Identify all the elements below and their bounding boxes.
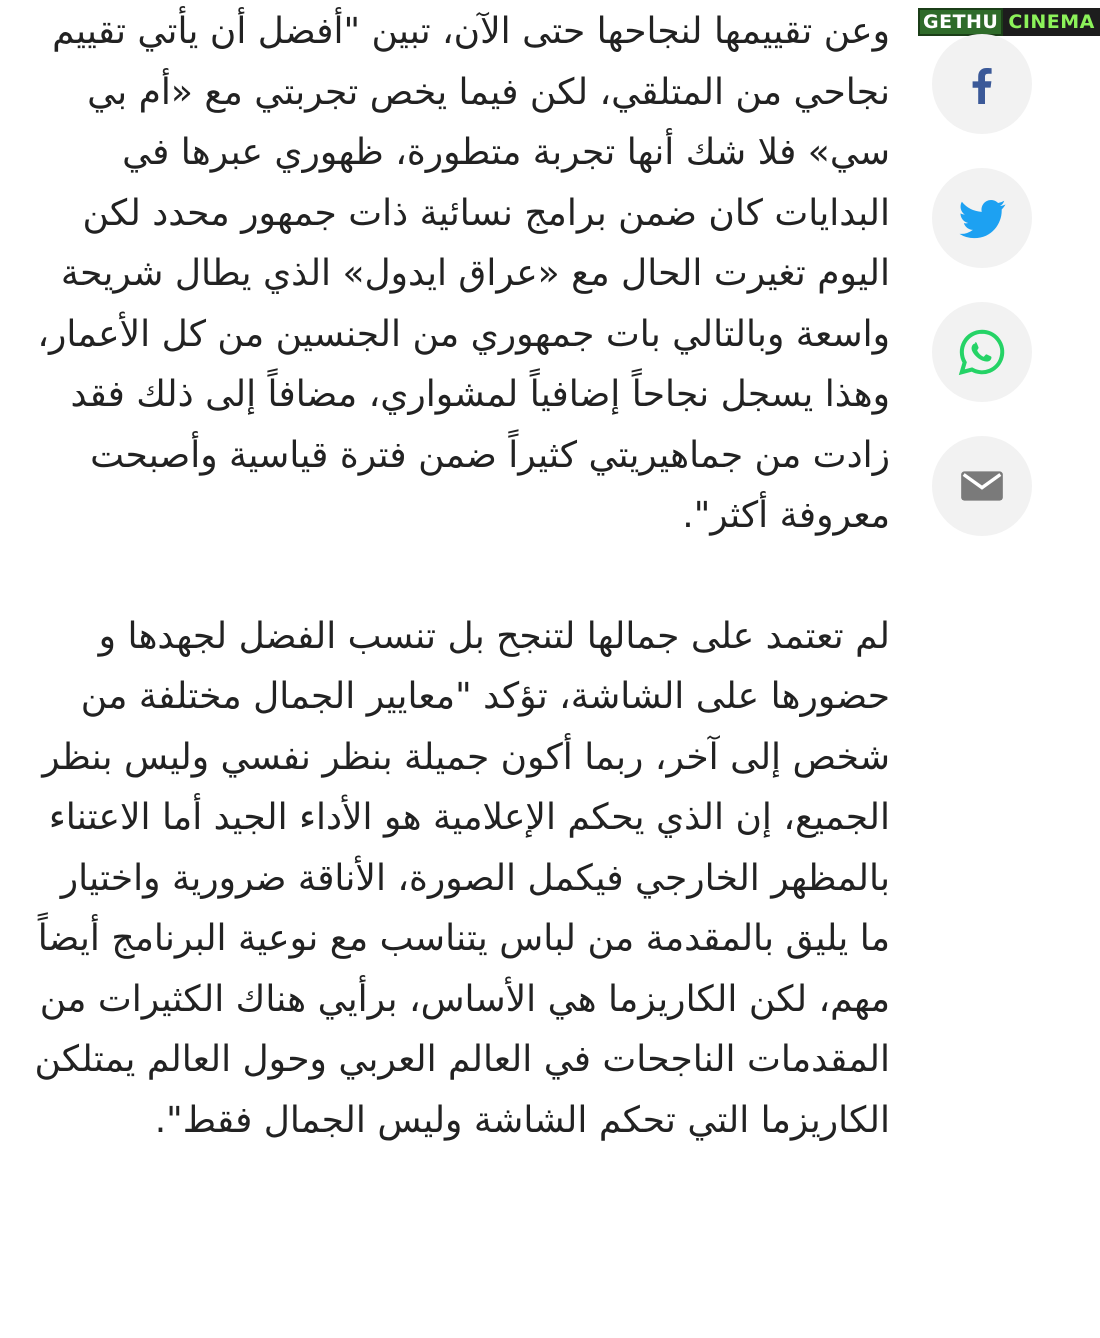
facebook-share-button[interactable] [932,34,1032,134]
twitter-icon [955,191,1009,245]
email-icon [957,461,1007,511]
watermark-part-1: GETHU [918,8,1003,36]
whatsapp-icon [955,325,1009,379]
watermark-logo [918,8,1100,36]
article-body [30,2,890,1151]
whatsapp-share-button[interactable] [932,302,1032,402]
twitter-share-button[interactable] [932,168,1032,268]
share-bar [932,34,1032,570]
article-paragraph-2: لم تعتمد على جمالها لتنجح بل تنسب الفضل لجهدها و حضورها على الشاشة، تؤكد "معايير الجمال مختلفة من شخص إلى آخر، ربما أكون جميلة بنظر نفسي وليس بنظر الجميع، إن الذي يحكم الإعلامية هو الأداء الجيد أما الاعتناء بالمظهر الخارجي فيكمل الصورة، الأناقة ضرورية واختيار ما يليق بالمقدمة من لباس يتناسب مع نوعية البرنامج أيضاً مهم، لكن الكاريزما هي الأساس، برأيي هناك الكثيرات من المقدمات الناجحات في العالم العربي وحول العالم يمتلكن الكاريزما التي تحكم الشاشة وليس الجمال فقط". [34,615,890,1141]
facebook-icon [958,60,1006,108]
watermark-part-2: CINEMA [1003,8,1100,36]
email-share-button[interactable] [932,436,1032,536]
article-paragraph-1: وعن تقييمها لنجاحها حتى الآن، تبين "أفضل أن يأتي تقييم نجاحي من المتلقي، لكن فيما يخص تجربتي مع «أم بي سي» فلا شك أنها تجربة متطورة، ظهوري عبرها في البدايات كان ضمن برامج نسائية ذات جمهور محدد لكن اليوم تغيرت الحال مع «عراق ايدول» الذي يطال شريحة واسعة وبالتالي بات جمهوري من الجنسين من كل الأعمار، وهذا يسجل نجاحاً إضافياً لمشواري، مضافاً إلى ذلك فقد زادت من جماهيريتي كثيراً ضمن فترة قياسية وأصبحت معروفة أكثر". [37,11,890,536]
